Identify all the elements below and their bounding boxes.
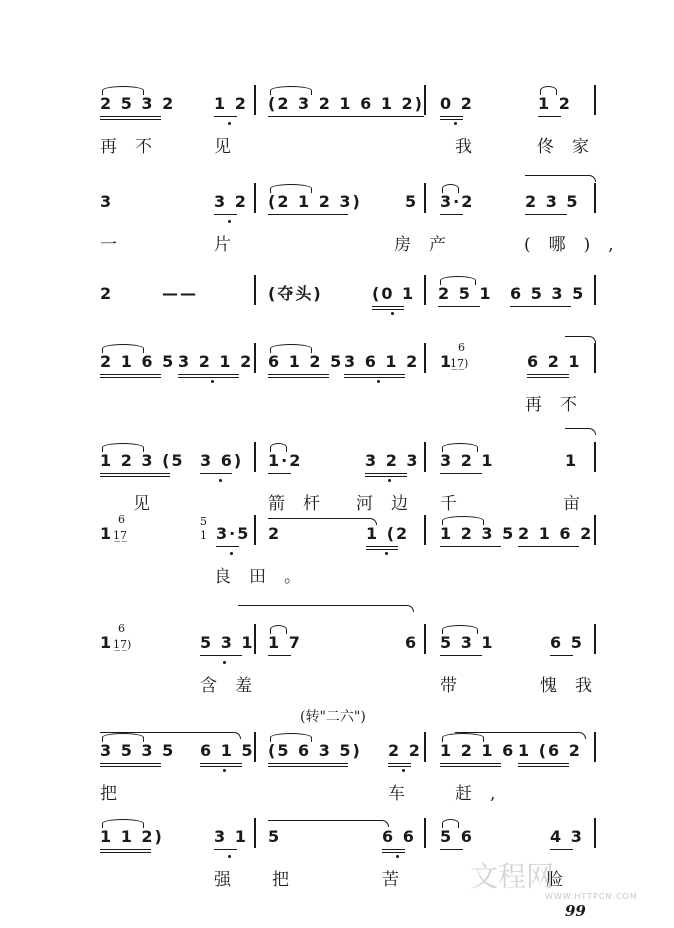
beam-line-double [518, 766, 569, 767]
note-group: 2 3 5 [525, 192, 580, 211]
bar-line [424, 85, 426, 115]
octave-dot [377, 380, 380, 383]
grace-note: 1̲7̲) [450, 357, 469, 370]
lyric-text: 良田。 [214, 567, 319, 587]
lyric-text: 含羞 [200, 676, 270, 696]
note-group: 3 2 1 [440, 451, 495, 470]
beam-line [440, 116, 463, 117]
bar-line [254, 818, 256, 848]
note-group: 5 3 1 [200, 633, 255, 652]
note-group: 1 (6 2 [518, 741, 582, 760]
score-system [0, 828, 674, 898]
note-group: 1 [440, 352, 454, 371]
note-group: 6 1 2 5 [268, 352, 344, 371]
beam-line [344, 374, 405, 375]
beam-line-double [527, 377, 569, 378]
bar-line [594, 624, 596, 654]
grace-note: 1 [200, 529, 207, 542]
score-system [0, 341, 674, 423]
bar-line [424, 343, 426, 373]
slur-mark [102, 443, 144, 452]
bar-line [424, 818, 426, 848]
beam-line-double [100, 766, 161, 767]
octave-dot [396, 855, 399, 858]
note-group: 1·2 [268, 451, 303, 470]
bar-line [594, 183, 596, 213]
grace-note: 5 [200, 515, 207, 528]
note-group: 6 5 [550, 633, 584, 652]
octave-dot [385, 552, 388, 555]
phrase-tie [565, 336, 596, 343]
beam-line [518, 763, 569, 764]
lyric-text: 箭杆 [268, 494, 338, 514]
phrase-tie [565, 428, 596, 435]
bar-line [424, 183, 426, 213]
lyric-text: 把 [272, 870, 307, 890]
note-group: 5 [268, 827, 282, 846]
lyric-text: 带 [440, 676, 475, 696]
score-system [0, 285, 674, 355]
note-group: 6 2 1 [527, 352, 582, 371]
note-group: 5 [405, 192, 419, 211]
lyric-text: 房产 [394, 235, 464, 255]
slur-mark [442, 516, 484, 525]
phrase-tie [455, 732, 586, 739]
beam-line [200, 473, 232, 474]
lyric-text: 佟家 [537, 137, 607, 157]
note-group: 3 2 [214, 192, 248, 211]
beam-line [214, 116, 237, 117]
lyric-text: 强 [214, 870, 249, 890]
beam-line-double [100, 476, 170, 477]
score-system [0, 193, 674, 263]
section-annotation: (转"二六") [300, 709, 366, 725]
slur-mark [270, 184, 312, 193]
lyric-text: 亩 [563, 494, 598, 514]
beam-line-double [200, 766, 242, 767]
lyric-text: 千 [440, 494, 475, 514]
note-group: 3 1 [214, 827, 248, 846]
score-system [0, 452, 674, 522]
beam-line [440, 473, 482, 474]
beam-line-double [372, 309, 404, 310]
bar-line [594, 343, 596, 373]
note-group: 2 1 6 2 [518, 524, 594, 543]
lyric-text: 见 [133, 494, 168, 514]
note-group: 1 7 [268, 633, 302, 652]
slur-mark [442, 819, 459, 828]
score-system [0, 742, 674, 812]
note-group: 0 2 [440, 94, 474, 113]
beam-line [268, 473, 291, 474]
beam-line [366, 546, 398, 547]
beam-line [440, 655, 482, 656]
note-group: 3·5 [216, 524, 251, 543]
beam-line-double [440, 119, 463, 120]
note-group: 2 [268, 524, 282, 543]
watermark-url: WWW.HTTPCN.COM [545, 892, 638, 901]
octave-dot [228, 855, 231, 858]
beam-line [268, 214, 348, 215]
note-group: 3 [100, 192, 114, 211]
note-group: 1 2 1 6 [440, 741, 516, 760]
note-group: —— [162, 284, 198, 303]
note-group: 6 5 3 5 [510, 284, 586, 303]
beam-line [268, 374, 329, 375]
beam-line [200, 763, 242, 764]
octave-dot [454, 122, 457, 125]
beam-line [365, 473, 407, 474]
octave-dot [223, 769, 226, 772]
lyric-text: 车 [388, 784, 423, 804]
slur-mark [540, 86, 557, 95]
beam-line-double [268, 766, 348, 767]
slur-mark [270, 733, 312, 742]
lyric-text: 片 [214, 235, 249, 255]
beam-line [100, 849, 151, 850]
score-system [0, 622, 674, 704]
lyric-text: 见 [214, 137, 249, 157]
beam-line [440, 214, 463, 215]
beam-line-double [100, 377, 161, 378]
beam-line [200, 655, 242, 656]
lyric-text: 赶, [455, 784, 514, 804]
bar-line [254, 183, 256, 213]
beam-line [214, 214, 237, 215]
bar-line [254, 515, 256, 545]
beam-line [550, 655, 573, 656]
beam-line-double [100, 852, 151, 853]
bar-line [254, 275, 256, 305]
lyric-text: 我 [455, 137, 490, 157]
beam-line-double [268, 377, 329, 378]
note-group: 2 5 1 [438, 284, 493, 303]
lyric-text: 愧我 [540, 676, 610, 696]
beam-line [538, 116, 561, 117]
slur-mark [442, 625, 478, 634]
octave-dot [223, 661, 226, 664]
bar-line [424, 275, 426, 305]
beam-line-double [100, 119, 161, 120]
beam-line [268, 116, 424, 117]
note-group: 1 2 3 5 [440, 524, 516, 543]
bar-line [424, 732, 426, 762]
lyric-text: 一 [100, 235, 135, 255]
beam-line [440, 763, 501, 764]
note-group: 3 6 1 2 [344, 352, 420, 371]
phrase-tie [100, 732, 241, 739]
grace-note: 1̲7̲) [113, 638, 132, 651]
note-group: 2 [100, 284, 114, 303]
score-system [0, 95, 674, 165]
watermark-logo: 文程网 [470, 860, 555, 893]
octave-dot [388, 479, 391, 482]
beam-line [518, 546, 579, 547]
beam-line [438, 306, 480, 307]
lyric-text: 苦 [382, 870, 417, 890]
lyric-text: (哪), [524, 235, 632, 255]
slur-mark [270, 86, 312, 95]
lyric-text: 河边 [356, 494, 426, 514]
note-group: 3·2 [440, 192, 475, 211]
note-group: 5 6 [440, 827, 474, 846]
note-group: 1 [100, 524, 114, 543]
score-system [0, 513, 674, 595]
bar-line [424, 442, 426, 472]
note-group: 1 2 3 (5 [100, 451, 185, 470]
slur-mark [270, 625, 287, 634]
beam-line [268, 763, 348, 764]
beam-line [440, 849, 463, 850]
note-group: 1 1 2) [100, 827, 164, 846]
note-group: 1 (2 [366, 524, 410, 543]
bar-line [594, 442, 596, 472]
note-group: 5 3 1 [440, 633, 495, 652]
bar-line [254, 442, 256, 472]
bar-line [594, 818, 596, 848]
note-group: (夺头) [268, 284, 323, 303]
octave-dot [391, 312, 394, 315]
note-group: 3 2 3 [365, 451, 420, 470]
note-group: 1 2 [214, 94, 248, 113]
note-group: 1 2 [538, 94, 572, 113]
note-group: 6 6 [382, 827, 416, 846]
octave-dot [402, 769, 405, 772]
note-group: 1 [565, 451, 579, 470]
beam-line [550, 849, 573, 850]
beam-line [388, 763, 411, 764]
octave-dot [228, 122, 231, 125]
note-group: 2 2 [388, 741, 422, 760]
bar-line [594, 85, 596, 115]
note-group: 3 2 1 2 [178, 352, 254, 371]
beam-line-double [388, 766, 411, 767]
slur-mark [442, 443, 478, 452]
phrase-tie [238, 605, 414, 612]
grace-note: 1̲7̲ [113, 529, 127, 542]
beam-line [382, 849, 405, 850]
phrase-tie [268, 820, 389, 827]
lyric-text: 再不 [525, 395, 595, 415]
slur-mark [270, 344, 312, 353]
beam-line [214, 849, 237, 850]
slur-mark [102, 86, 144, 95]
grace-note: 6 [118, 622, 125, 635]
beam-line [216, 546, 239, 547]
note-group: 2 5 3 2 [100, 94, 176, 113]
beam-line [100, 473, 170, 474]
note-group: (5 6 3 5) [268, 741, 362, 760]
grace-note: 6 [118, 513, 125, 526]
octave-dot [211, 380, 214, 383]
note-group: 3 6) [200, 451, 244, 470]
note-group: (2 3 2 1 6 1 2) [268, 94, 424, 113]
slur-mark [442, 184, 459, 193]
beam-line [372, 306, 404, 307]
note-group: (0 1 [372, 284, 416, 303]
phrase-tie [525, 175, 596, 182]
octave-dot [228, 220, 231, 223]
slur-mark [270, 443, 287, 452]
bar-line [594, 515, 596, 545]
bar-line [254, 85, 256, 115]
beam-line-double [178, 377, 239, 378]
beam-line-double [382, 852, 405, 853]
beam-line [527, 374, 569, 375]
beam-line [100, 116, 161, 117]
beam-line-double [366, 549, 398, 550]
beam-line [100, 374, 161, 375]
bar-line [424, 515, 426, 545]
note-group: 2 1 6 5 [100, 352, 176, 371]
beam-line [268, 655, 291, 656]
slur-mark [440, 276, 476, 285]
beam-line-double [365, 476, 407, 477]
octave-dot [219, 479, 222, 482]
octave-dot [230, 552, 233, 555]
note-group: 1 [100, 633, 114, 652]
grace-note: 6 [458, 341, 465, 354]
note-group: 3 5 3 5 [100, 741, 176, 760]
lyric-text: 脸 [546, 870, 581, 890]
slur-mark [102, 344, 144, 353]
beam-line [510, 306, 571, 307]
note-group: (2 1 2 3) [268, 192, 362, 211]
lyric-text: 把 [100, 784, 135, 804]
phrase-tie [268, 518, 377, 525]
bar-line [594, 732, 596, 762]
note-group: 4 3 [550, 827, 584, 846]
beam-line [440, 546, 501, 547]
beam-line [525, 214, 567, 215]
beam-line [178, 374, 239, 375]
page-number: 99 [565, 902, 586, 920]
beam-line-double [440, 766, 501, 767]
bar-line [254, 343, 256, 373]
bar-line [594, 275, 596, 305]
note-group: 6 [405, 633, 419, 652]
note-group: 6 1 5 [200, 741, 255, 760]
slur-mark [102, 819, 144, 828]
beam-line [100, 763, 161, 764]
lyric-text: 再不 [100, 137, 170, 157]
beam-line-double [344, 377, 405, 378]
bar-line [424, 624, 426, 654]
